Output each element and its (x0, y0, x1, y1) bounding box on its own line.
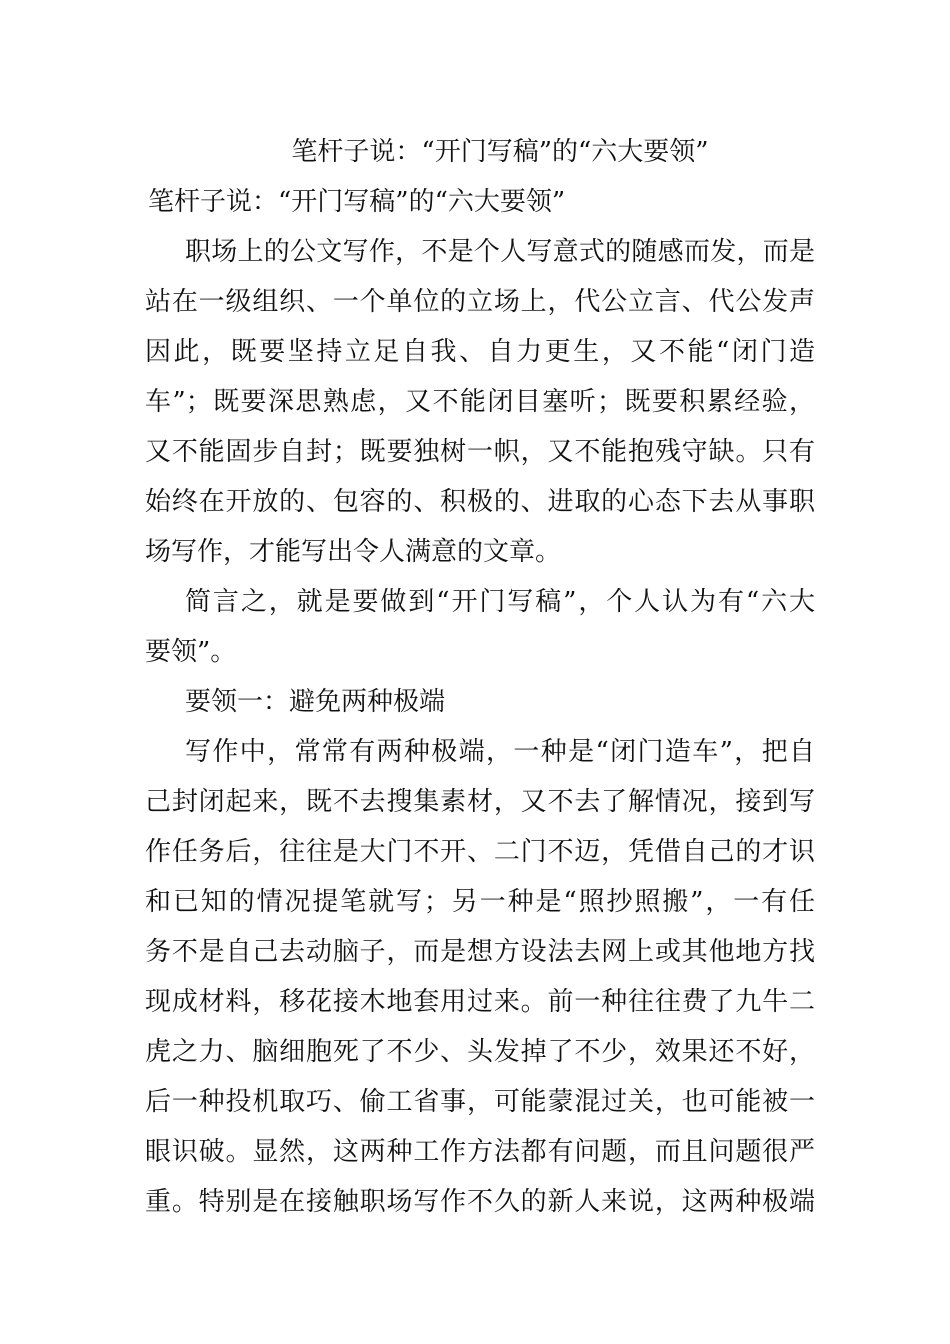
paragraph-line: 场写作，才能写出令人满意的文章。 (145, 537, 562, 567)
paragraph-line: 始终在开放的、包容的、积极的、进取的心态下去从事职 (145, 487, 815, 517)
paragraph-line: 己封闭起来，既不去搜集素材，又不去了解情况，接到写 (145, 787, 815, 817)
paragraph-line: 要领”。 (145, 637, 237, 667)
paragraph-line: 虎之力、脑细胞死了不少、头发掉了不少，效果还不好， (145, 1037, 815, 1067)
paragraph-line: 写作中，常常有两种极端，一种是“闭门造车”，把自 (185, 737, 815, 767)
paragraph-line: 现成材料，移花接木地套用过来。前一种往往费了九牛二 (145, 987, 815, 1017)
paragraph-line: 重。特别是在接触职场写作不久的新人来说，这两种极端 (145, 1187, 815, 1217)
paragraph-line: 后一种投机取巧、偷工省事，可能蒙混过关，也可能被一 (145, 1087, 815, 1117)
document-title: 笔杆子说：“开门写稿”的“六大要领” (291, 137, 709, 167)
paragraph-line: 简言之，就是要做到“开门写稿”，个人认为有“六大 (185, 587, 815, 617)
paragraph-line: 车”；既要深思熟虑，又不能闭目塞听；既要积累经验， (145, 387, 815, 417)
paragraph-line: 眼识破。显然，这两种工作方法都有问题，而且问题很严 (145, 1137, 815, 1167)
paragraph-line: 因此，既要坚持立足自我、自力更生，又不能“闭门造 (145, 337, 815, 367)
paragraph-line: 务不是自己去动脑子，而是想方设法去网上或其他地方找 (145, 937, 815, 967)
paragraph-line: 和已知的情况提笔就写；另一种是“照抄照搬”，一有任 (145, 887, 815, 917)
paragraph-line: 站在一级组织、一个单位的立场上，代公立言、代公发声 (145, 287, 815, 317)
paragraph-line: 职场上的公文写作，不是个人写意式的随感而发，而是 (185, 237, 815, 267)
section-heading: 要领一：避免两种极端 (185, 687, 446, 717)
paragraph-line: 又不能固步自封；既要独树一帜，又不能抱残守缺。只有 (145, 437, 815, 467)
document-subtitle: 笔杆子说：“开门写稿”的“六大要领” (148, 187, 566, 217)
paragraph-line: 作任务后，往往是大门不开、二门不迈，凭借自己的才识 (145, 837, 815, 867)
